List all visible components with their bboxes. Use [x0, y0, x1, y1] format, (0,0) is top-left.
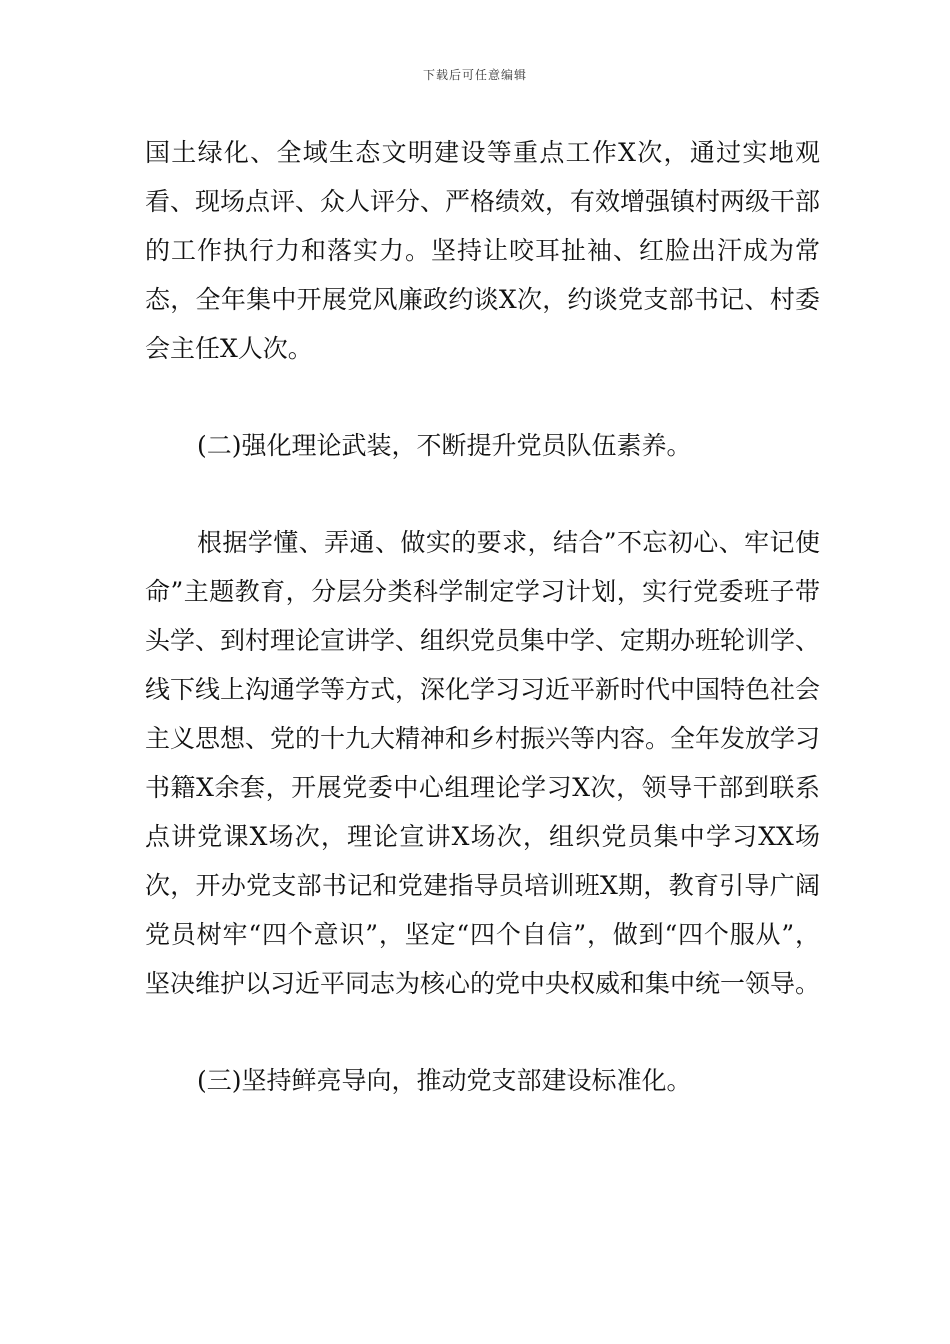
body-paragraph: 国土绿化、全域生态文明建设等重点工作X次，通过实地观看、现场点评、众人评分、严格绩效，有效增强镇村两级干部的工作执行力和落实力。坚持让咬耳扯袖、红脸出汗成为常态，全年集中开展党风廉政约谈X次，约谈党支部书记、村委会主任X人次。 [145, 138, 821, 363]
document-body [145, 128, 820, 1105]
section-heading-3: (三)坚持鲜亮导向，推动党支部建设标准化。 [197, 1066, 692, 1095]
section-heading-2: (二)强化理论武装，不断提升党员队伍素养。 [197, 431, 692, 460]
page-header: 下载后可任意编辑 [422, 68, 527, 82]
body-paragraph: 根据学懂、弄通、做实的要求，结合”不忘初心、牢记使命”主题教育，分层分类科学制定学习计划，实行党委班子带头学、到村理论宣讲学、组织党员集中学、定期办班轮训学、线下线上沟通学等方式，深化学习习近平新时代中国特色社会主义思想、党的十九大精神和乡村振兴等内容。全年发放学习书籍X余套，开展党委中心组理论学习X次，领导干部到联系点讲党课X场次，理论宣讲X场次，组织党员集中学习XX场次，开办党支部书记和党建指导员培训班X期，教育引导广阔党员树牢“四个意识”，坚定“四个自信”，做到“四个服从”，坚决维护以习近平同志为核心的党中央权威和集中统一领导。 [145, 528, 821, 998]
